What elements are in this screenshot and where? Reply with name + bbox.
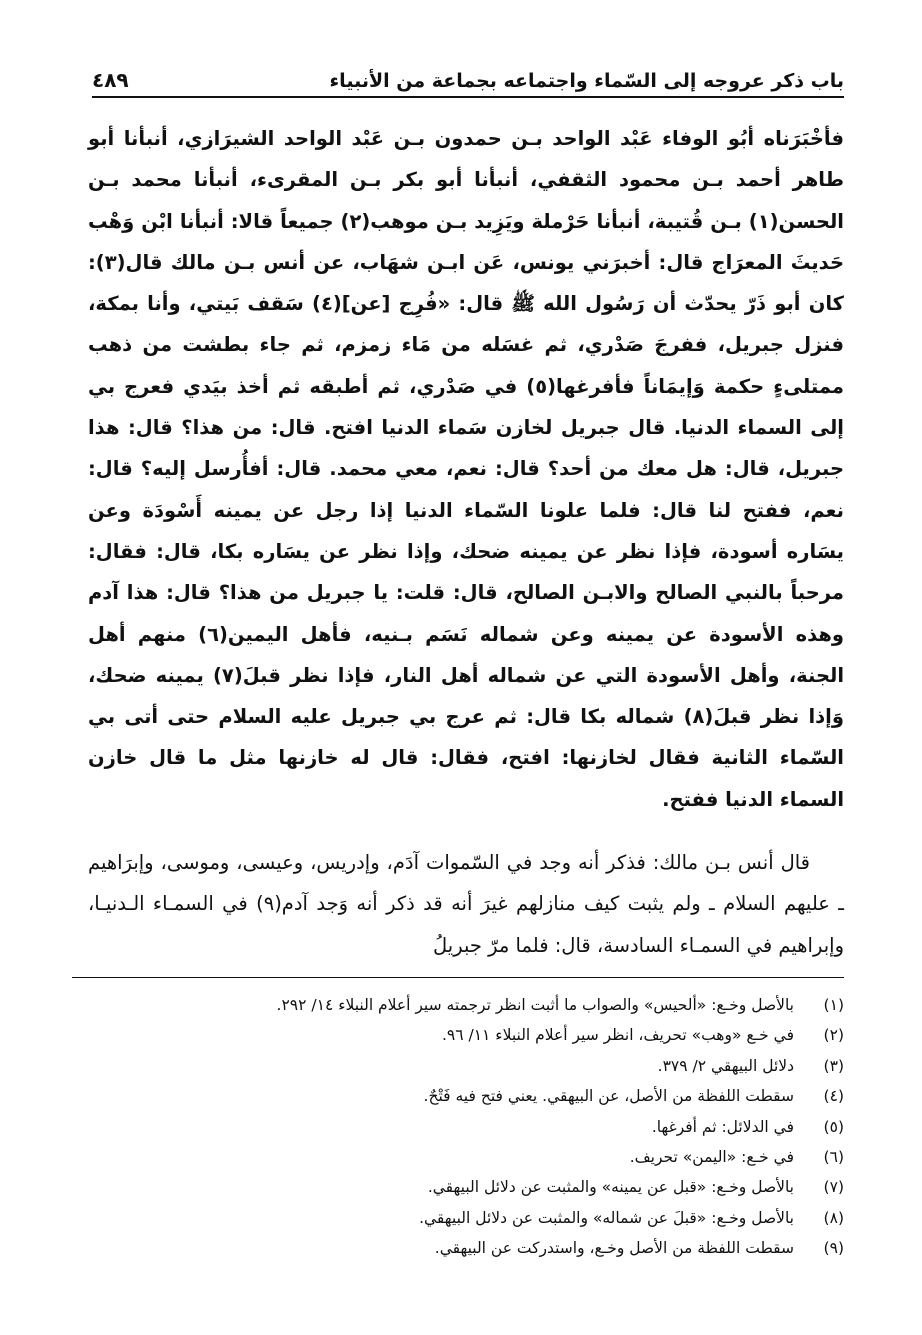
footnote-number: (٦) [823, 1148, 844, 1167]
footnote-number: (٥) [823, 1117, 844, 1136]
footnote-number: (١) [823, 996, 844, 1014]
footnote-number: (٢) [823, 1026, 844, 1045]
footnote [90, 1233, 844, 1263]
footnote [90, 1172, 844, 1202]
footnote-text: في الدلائل: ثم أفرغها. [651, 1117, 794, 1136]
footnote-number: (٤) [823, 1087, 844, 1106]
main-text [88, 118, 844, 966]
footnote-number: (٨) [823, 1208, 844, 1227]
paragraph-anas: قال أنس بـن مالك: فذكر أنه وجد في السّموات آدَم، وإدريس، وعيسى، وموسى، وإبرَاهيم ـ عليهم السلام ـ ولم يثبت كيف منازلهم غيرَ أنه قد ذكر أنه وَجد آدم(٩) في السمـاء الـدنيـا، وإبراهيم في السمـاء السادسة، قال: فلما مرّ جبريلُ [88, 851, 844, 957]
footnote-number: (٧) [823, 1178, 844, 1197]
footnote [90, 1081, 844, 1111]
footnote-text: دلائل البيهقي ٢/ ٣٧٩. [657, 1056, 794, 1075]
footnote [90, 990, 844, 1020]
page-number: ٤٨٩ [92, 68, 129, 92]
lead-word: فأخْبَرَناه [763, 127, 844, 150]
footnote-text: بالأصل وخـع: «ألحيس» والصواب ما أثبت انظر ترجمته سير أعلام النبلاء ١٤/ ٢٩٢. [276, 996, 794, 1014]
running-title: باب ذكر عروجه إلى السّماء واجتماعه بجماعة من الأنبياء [329, 70, 844, 92]
paragraph-hadith [88, 118, 844, 820]
footnote [90, 1020, 844, 1050]
footnote-divider [72, 977, 844, 978]
footnote-text: سقطت اللفظة من الأصل، عن البيهقي. يعني فتح فيه فَتْحٌ. [423, 1087, 794, 1106]
footnote [90, 1112, 844, 1142]
footnote [90, 1203, 844, 1233]
footnote-text: سقطت اللفظة من الأصل وخـع، واستدركت عن البيهقي. [434, 1239, 794, 1258]
footnote [90, 1051, 844, 1081]
footnote-text: في خـع «وهب» تحريف، انظر سير أعلام النبلاء ١١/ ٩٦. [441, 1026, 794, 1045]
running-header [92, 58, 844, 98]
footnote-number: (٩) [823, 1239, 844, 1258]
footnote-text: في خـع: «اليمن» تحريف. [629, 1148, 794, 1167]
footnote-text: بالأصل وخـع: «قبلَ عن شماله» والمثبت عن دلائل البيهقي. [419, 1208, 794, 1227]
footnote-number: (٣) [823, 1056, 844, 1075]
footnote-text: بالأصل وخـع: «قبل عن يمينه» والمثبت عن دلائل البيهقي. [427, 1178, 794, 1197]
paragraph-hadith-text: أبُو الوفاء عَبْد الواحد بـن حمدون بـن عَبْد الواحد الشيرَازي، أنبأنا أبو طاهر أحمد بـن محمود الثقفي، أنبأنا أبو بكر بـن المقرىء، أنبأنا محمد بـن الحسن(١) بـن قُتيبة، أنبأنا حَرْملة ويَزِيد بـن موهب(٢) جميعاً قالا: أنبأنا ابْن وَهْب حَديثَ المعرَاج قال: أخبرَني يونس، عَن ابـن شهَاب، عن أنس بـن مالك قال(٣): كان أبو ذَرّ يحدّث أن رَسُول الله ﷺ قال: «فُرِج [عن](٤) سَقف بَيتي، وأنا بمكة، فنزل جبريل، ففرجَ صَدْري، ثم غسَله من مَاء زمزم، ثم جاء بطشت من ذهب ممتلىءٍ حكمة وَإيمَاناً فأفرغها(٥) في صَدْري، ثم أطبقه ثم أخذ بيَدي فعرج بي إلى السماء الدنيا. قال جبريل لخازن سَماء الدنيا افتح. قال: من هذا؟ قال: هذا جبريل، قال: هل معك من أحد؟ قال: نعم، معي محمد. قال: أفأُرسل إليه؟ قال: نعم، ففتح لنا قال: فلما علونا السّماء الدنيا إذا رجل عن يمينه أَسْودَة وعن يسَاره أسودة، فإذا نظر عن يمينه ضحك، وإذا نظر عن يسَاره بكا، قال: فقال: مرحباً بالنبي الصالح والابـن الصالح، قال: قلت: يا جبريل من هذا؟ قال: هذا آدم وهذه الأسودة عن يمينه وعن شماله نَسَم بـنيه، فأهل اليمين(٦) منهم أهل الجنة، وأهل الأسودة التي عن شماله أهل النار، فإذا نظر قبلَ(٧) يمينه ضحك، وَإذا نظر قبلَ(٨) شماله بكا قال: ثم عرج بي جبريل عليه السلام حتى أتى بي السّماء الثانية فقال لخازنها: افتح، فقال: قال له خازنها مثل ما قال خازن السماء الدنيا ففتح. [88, 127, 845, 811]
footnotes-list [90, 990, 844, 1264]
footnote [90, 1142, 844, 1172]
